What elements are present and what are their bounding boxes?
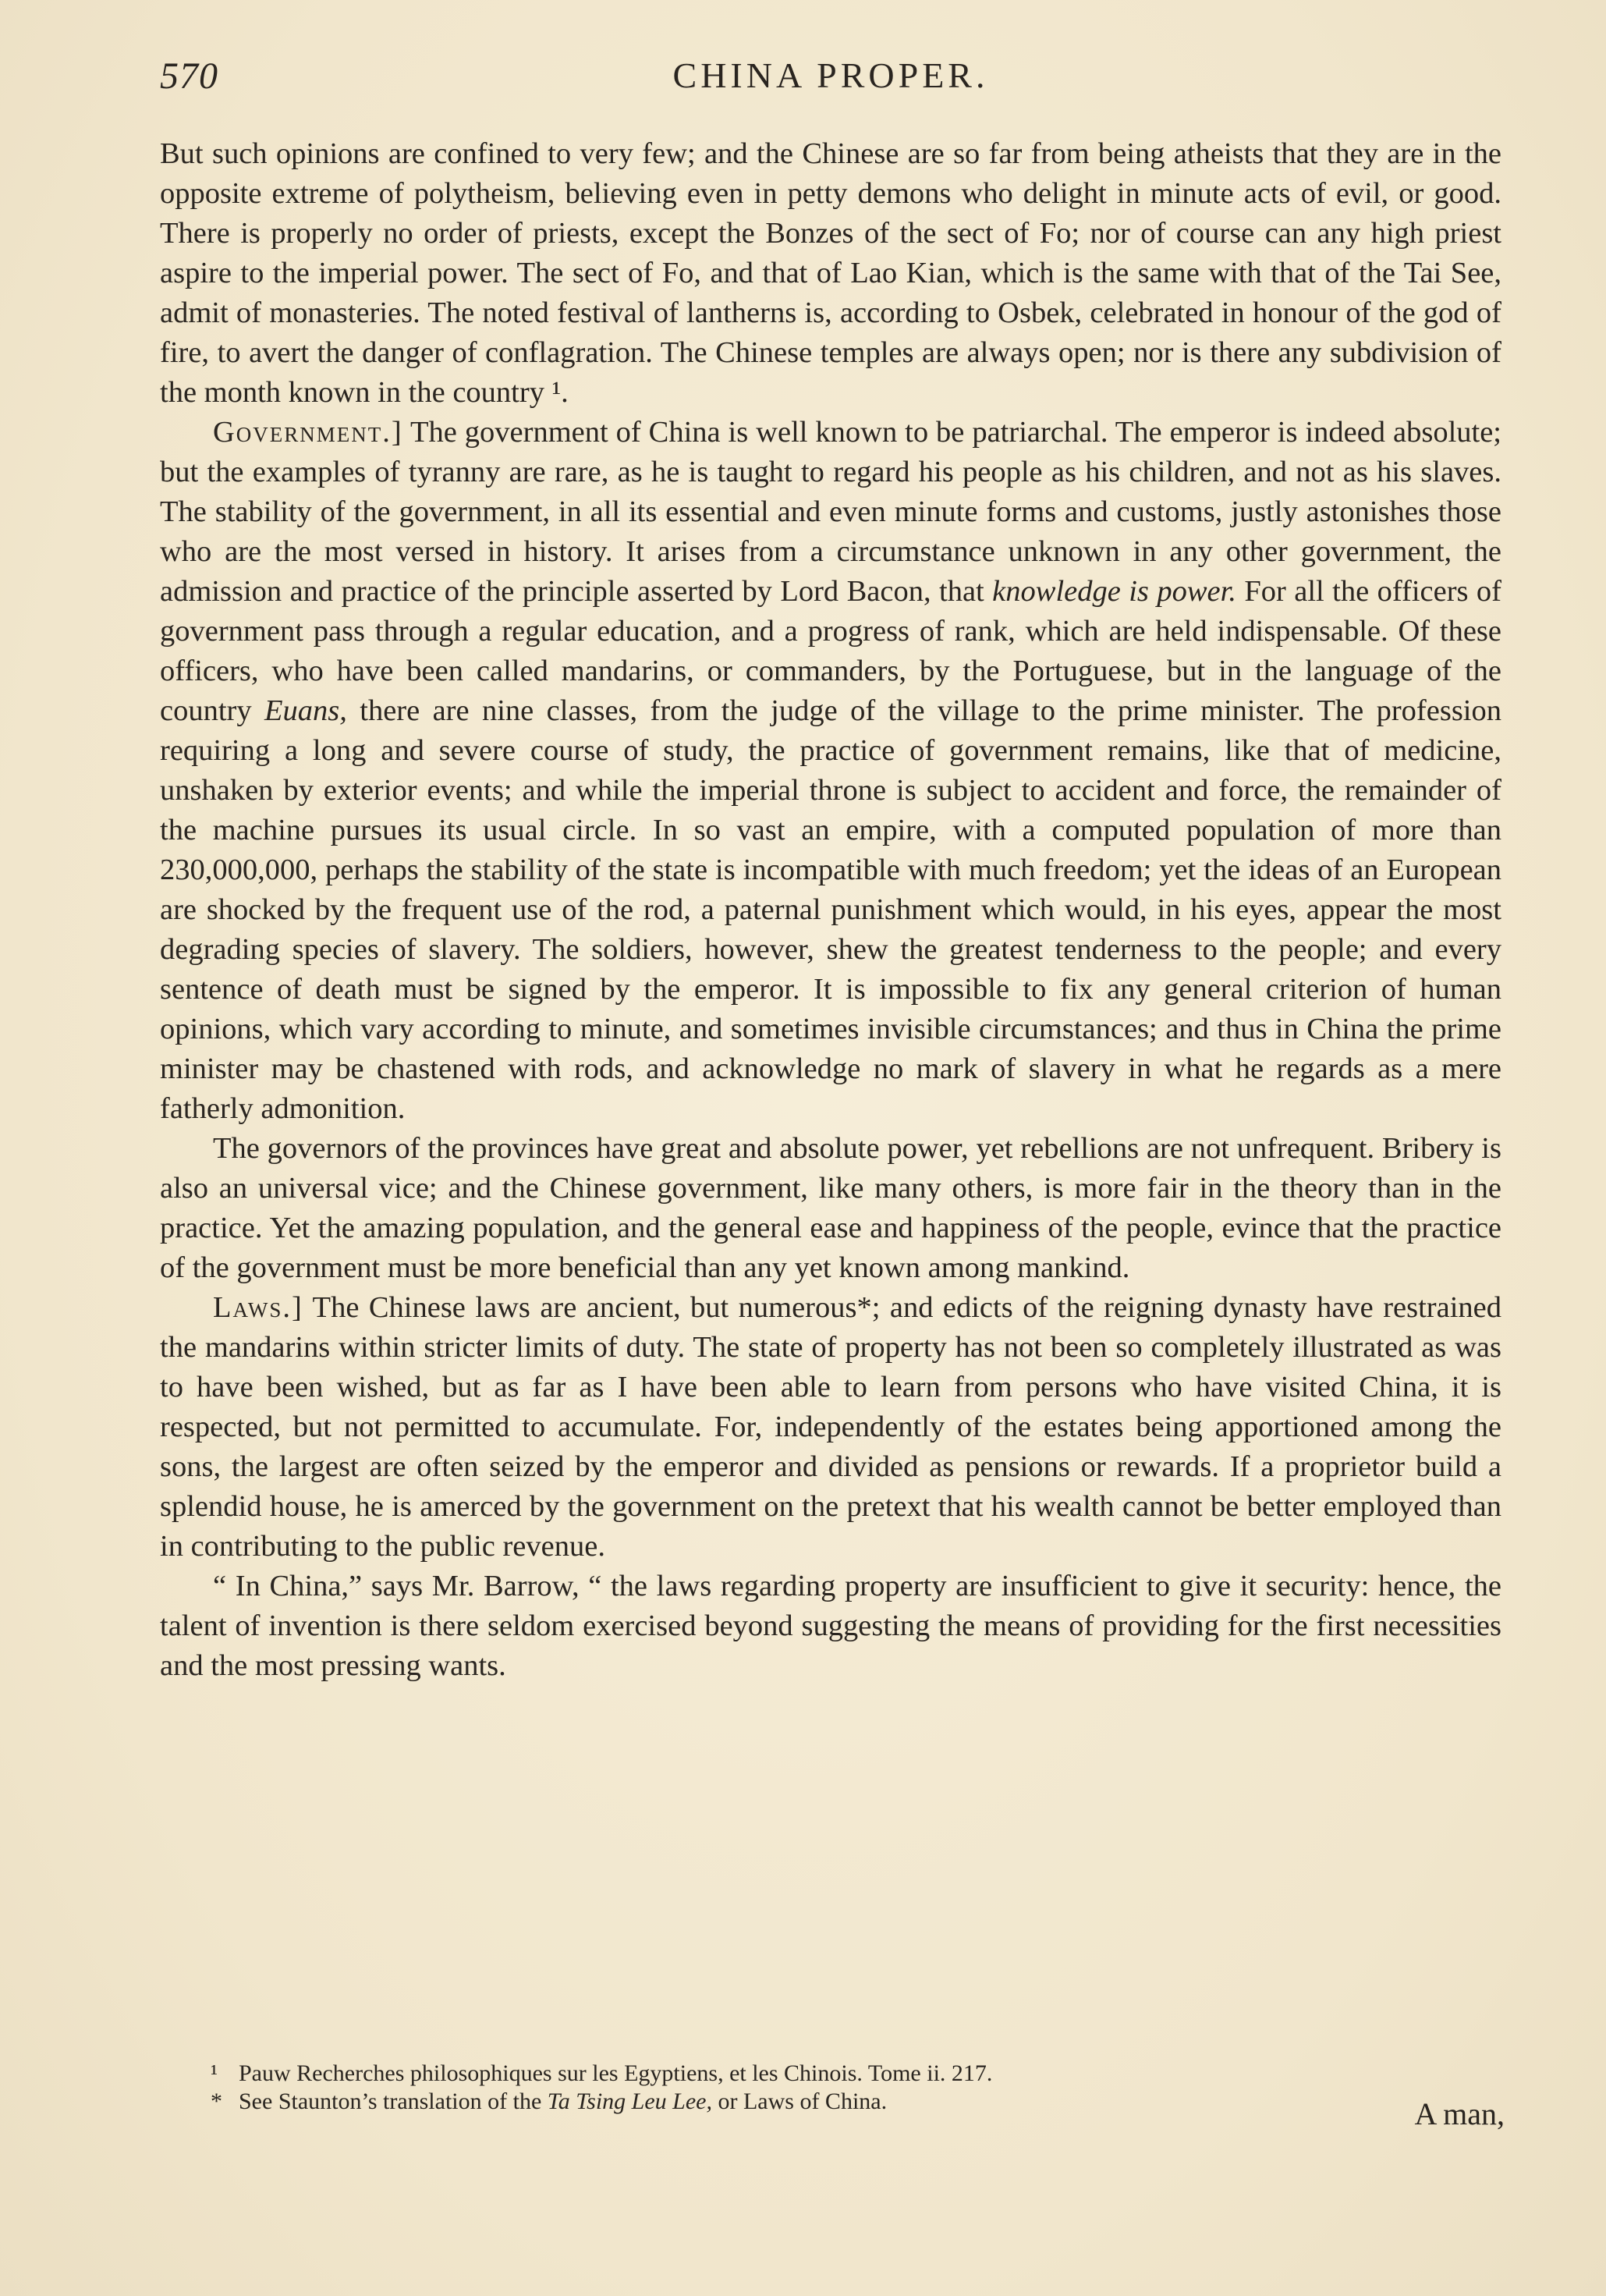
paragraph-government [160,413,1501,1129]
footnote-text: See Staunton’s translation of the [239,2088,548,2114]
paragraph-laws [160,1288,1501,1567]
footnote-text: Pauw Recherches philosophiques sur les Egyptiens, et les Chinois. Tome ii. 217. [239,2060,993,2086]
catchword: A man, [1414,2096,1505,2131]
paragraph-barrow-quote [160,1567,1501,1686]
footnote-2 [211,2088,1459,2116]
footnote-1 [211,2060,1459,2088]
paragraph-text: For all the officers of government pass through a regular education, and a progress of rank, which are held indispensable. Of these officers, who have been called mandarins, or commanders, by the Portuguese, but in the language of the country [160,575,1501,727]
italic-phrase: knowledge is power. [992,575,1236,608]
paragraph-text: there are nine classes, from the judge of the village to the prime minister. The profession requiring a long and severe course of study, the practice of government remains, like that of medicine, unshaken by exterior events; and while the imperial throne is subject to accident and force, the remainder of the machine pursues its usual circle. In so vast an empire, with a computed population of more than 230,000,000, perhaps the stability of the state is incompatible with much freedom; yet the ideas of an European are shocked by the frequent use of the rod, a paternal punishment which would, in his eyes, appear the most degrading species of slavery. The soldiers, however, shew the greatest tenderness to the people; and every sentence of death must be signed by the emperor. It is impossible to fix any general criterion of human opinions, which vary according to minute, and sometimes invisible circumstances; and thus in China the prime minister may be chastened with rods, and acknowledge no mark of slavery in what he regards as a mere fatherly admonition. [160,694,1501,1125]
section-heading-government: Government.] [213,416,403,449]
footnote-mark: * [211,2088,222,2114]
page-number: 570 [160,55,218,97]
paragraph-text: But such opinions are confined to very few; and the Chinese are so far from being atheists that they are in the opposite extreme of polytheism, believing even in petty demons who delight in minute acts of evil, or good. There is properly no order of priests, except the Bonzes of the sect of Fo; nor of course can any high priest aspire to the imperial power. The sect of Fo, and that of Lao Kian, which is the same with that of the Tai See, admit of monasteries. The noted festival of lantherns is, according to Osbek, celebrated in honour of the god of fire, to avert the danger of conflagration. The Chinese temples are always open; nor is there any subdivision of the month known in the country ¹. [160,137,1501,409]
footnotes [211,2060,1459,2116]
paragraph-text: The Chinese laws are ancient, but numerous*; and edicts of the reigning dynasty have restrained the mandarins within stricter limits of duty. The state of property has not been so completely illustrated as was to have been wished, but as far as I have been able to learn from persons who have visited China, it is respected, but not permitted to accumulate. For, independently of the estates being apportioned among the sons, the largest are often seized by the emperor and divided as pensions or rewards. If a proprietor build a splendid house, he is amerced by the government on the pretext that his wealth cannot be better employed than in contributing to the public revenue. [160,1291,1501,1563]
running-head: CHINA PROPER. [672,55,989,95]
paragraph-text: The governors of the provinces have great and absolute power, yet rebellions are not unfrequent. Bribery is also an universal vice; and the Chinese government, like many others, is more fair in the theory than in the practice. Yet the amazing population, and the general ease and happiness of the people, evince that the practice of the government must be more beneficial than any yet known among mankind. [160,1132,1501,1284]
paragraph-religion [160,134,1501,413]
main-text [160,134,1501,1686]
paragraph-governors [160,1129,1501,1288]
page-header [160,48,1501,103]
italic-phrase: Euans, [264,694,347,727]
paragraph-text: The government of China is well known to be patriarchal. The emperor is indeed absolute; but the examples of tyranny are rare, as he is taught to regard his people as his children, and not as his slaves. The stability of the government, in all its essential and even minute forms and customs, justly astonishes those who are the most versed in history. It arises from a circumstance unknown in any other government, the admission and practice of the principle asserted by Lord Bacon, that [160,416,1501,608]
section-heading-laws: Laws.] [213,1291,303,1324]
footnote-text: or Laws of China. [711,2088,888,2114]
paragraph-text: “ In China,” says Mr. Barrow, “ the laws regarding property are insufficient to give it security: hence, the talent of invention is there seldom exercised beyond suggesting the means of providing for the first necessities and the most pressing wants. [160,1570,1501,1682]
footnote-mark: ¹ [211,2060,218,2086]
footnote-italic: Ta Tsing Leu Lee, [547,2088,712,2114]
